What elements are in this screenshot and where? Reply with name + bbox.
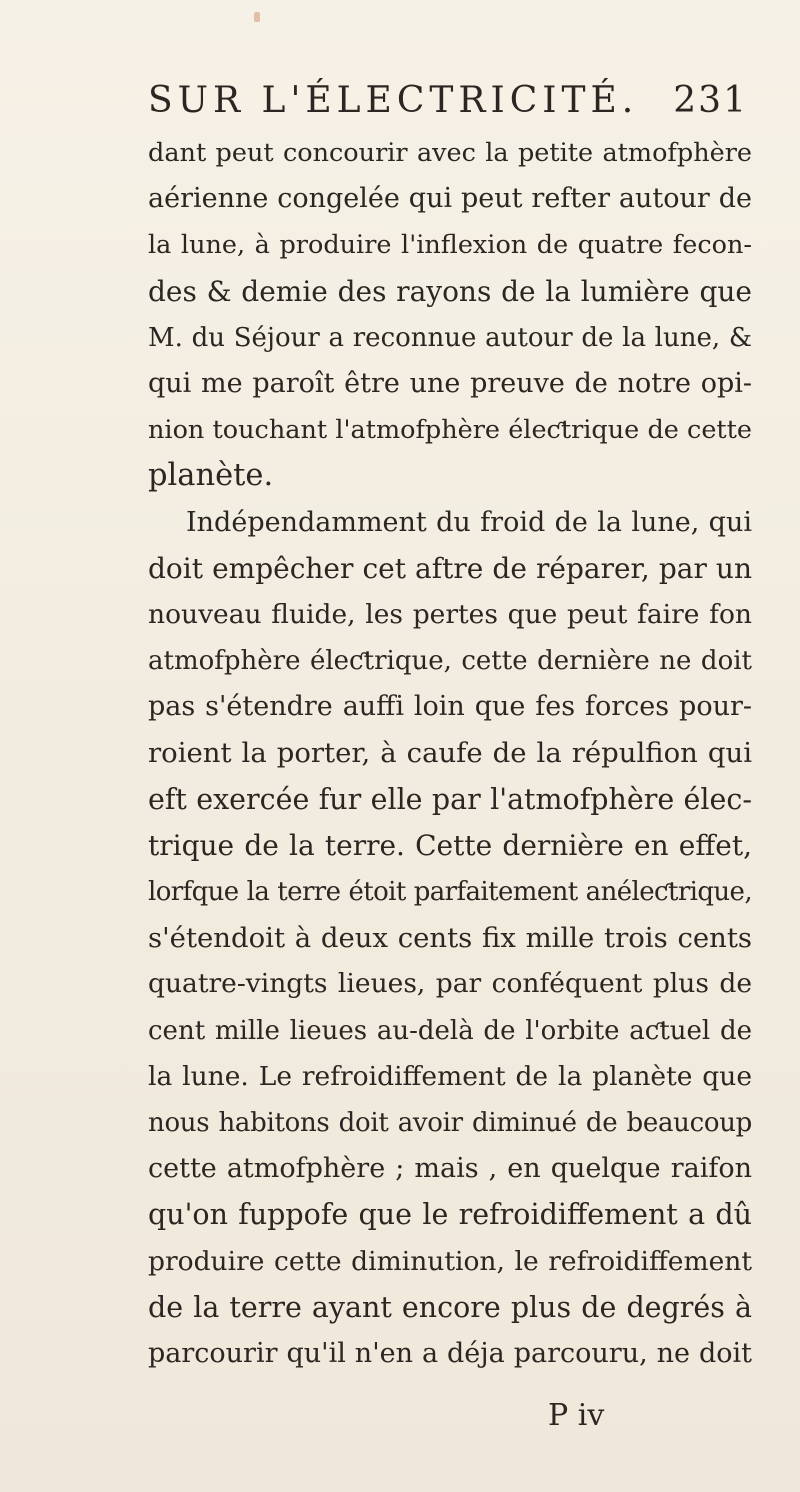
text-line: la lune. Le refroidiffement de la planète que [148,1060,752,1092]
text-line: cent mille lieues au-delà de l'orbite aƈtuel de [148,1015,752,1046]
text-line: nion touchant l'atmofphère éleƈtrique de cette [148,415,752,446]
paper-speck [254,12,260,22]
text-line: planète. [148,458,274,494]
text-line: cette atmofphère ; mais , en quelque raifon [148,1153,752,1185]
text-line: quatre-vingts lieues, par conféquent plus de [148,968,752,1000]
body-text [148,130,752,1377]
text-line: des & demie des rayons de la lumière que [148,274,752,308]
text-line: aérienne congelée qui peut refter autour de [148,183,752,215]
text-line: qu'on fuppofe que le refroidiffement a dû [148,1198,752,1232]
text-line: nous habitons doit avoir diminué de beaucoup [148,1107,752,1138]
text-line: dant peut concourir avec la petite atmofphère [148,138,752,168]
text-line: lorfque la terre étoit parfaitement anéleƈtrique, [148,877,752,907]
text-line: pas s'étendre auffi loin que fes forces pour- [148,691,752,723]
text-line: atmofphère éleƈtrique, cette dernière ne doit [148,646,752,677]
text-line: la lune, à produire l'inflexion de quatre fecon- [148,230,752,261]
running-header [148,80,748,126]
text-line: doit empêcher cet aftre de réparer, par un [148,551,752,585]
running-title: SUR L'ÉLECTRICITÉ. [148,80,639,121]
page-number: 231 [673,80,748,121]
text-line: s'étendoit à deux cents fix mille trois cents [148,922,752,955]
text-line: de la terre ayant encore plus de degrés à [148,1290,752,1324]
text-line: produire cette diminution, le refroidiffement [148,1245,752,1277]
text-line: nouveau fluide, les pertes que peut faire fon [148,598,752,630]
text-line: qui me paroît être une preuve de notre opi- [148,367,752,399]
signature-mark: P iv [548,1398,605,1433]
text-line: roient la porter, à caufe de la répulfion qui [148,737,752,770]
text-line: M. du Séjour a reconnue autour de la lune, & [148,322,752,353]
text-line: eft exercée fur elle par l'atmofphère élec- [148,782,752,816]
text-line: Indépendamment du froid de la lune, qui [186,506,752,538]
text-line: trique de la terre. Cette dernière en effet, [148,828,752,862]
text-line: parcourir qu'il n'en a déja parcouru, ne doit [148,1337,752,1369]
